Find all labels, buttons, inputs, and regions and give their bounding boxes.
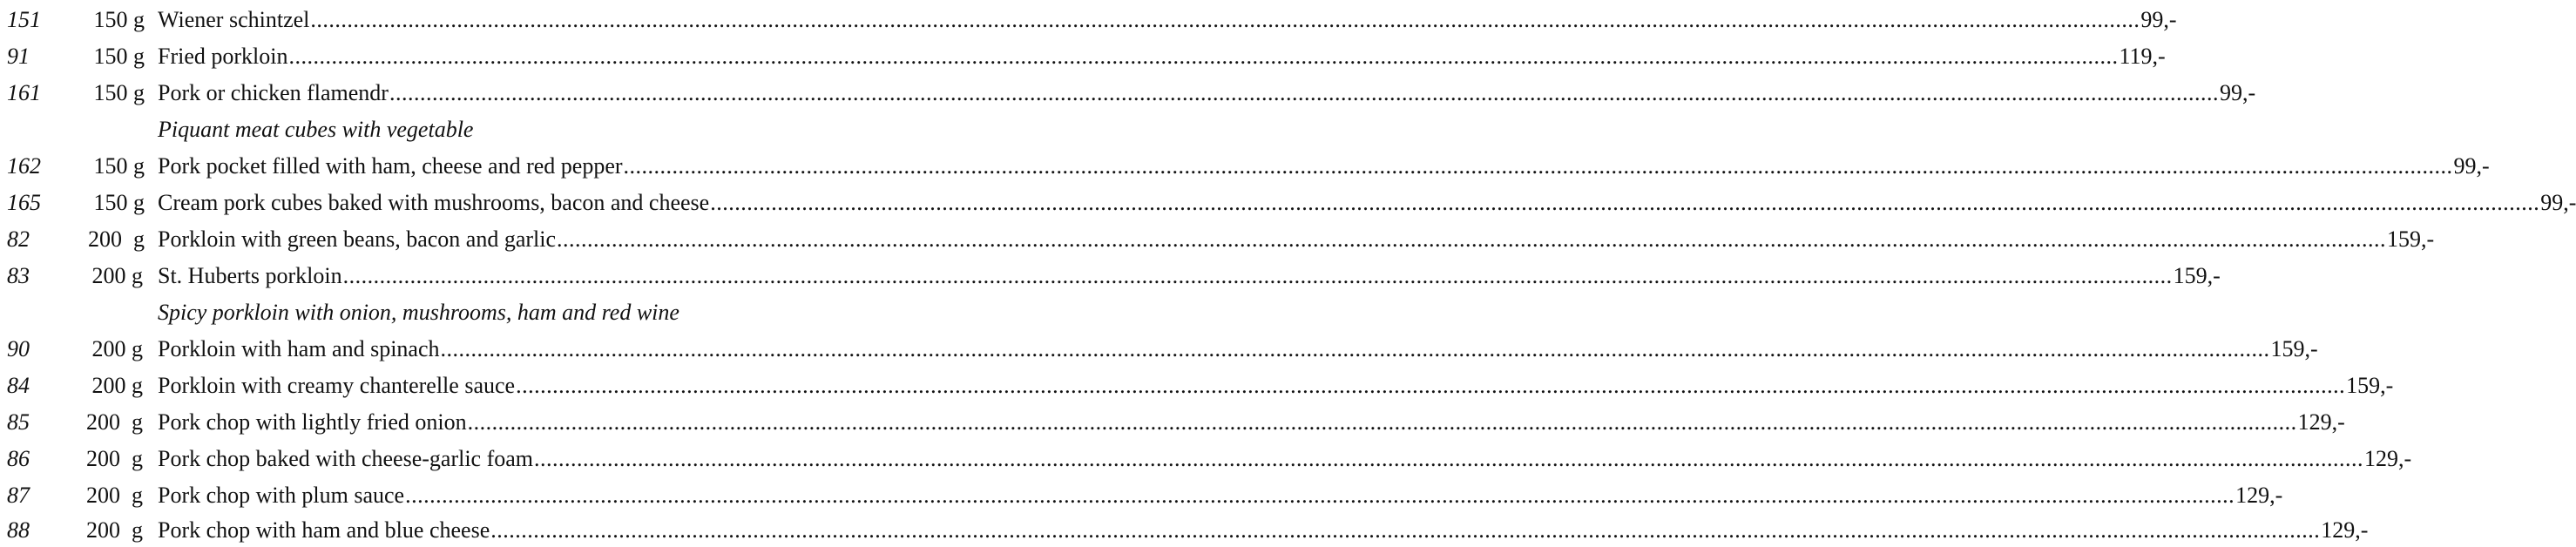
item-name: Pork or chicken flamendr — [158, 80, 389, 105]
dot-leader: ............................................................................................................................................................................................................................................................................................................ — [534, 446, 2364, 471]
item-price: 99,- — [2540, 190, 2576, 215]
menu-item — [0, 260, 2221, 293]
item-weight: 200 g — [88, 226, 145, 252]
item-line — [158, 260, 2221, 293]
item-price: 99,- — [2140, 7, 2177, 32]
item-price: 99,- — [2453, 153, 2490, 179]
item-weight: 200 g — [86, 517, 143, 543]
item-line — [158, 40, 2166, 73]
item-number: 82 — [7, 226, 30, 252]
item-weight: 150 g — [93, 190, 145, 215]
item-price: 159,- — [2346, 373, 2394, 398]
item-line — [158, 333, 2318, 366]
dot-leader: ............................................................................................................................................................................................................................................................................................................ — [557, 226, 2387, 252]
item-line — [158, 479, 2283, 512]
dot-leader: ............................................................................................................................................................................................................................................................................................................ — [440, 336, 2270, 361]
item-name: Pork chop with plum sauce — [158, 483, 405, 508]
menu-item — [0, 442, 2412, 476]
item-name: Pork chop with ham and blue cheese — [158, 517, 490, 543]
item-line — [158, 77, 2256, 110]
menu-item — [0, 77, 2256, 110]
item-line — [158, 514, 2369, 547]
menu-item — [0, 223, 2435, 256]
dot-leader: ............................................................................................................................................................................................................................................................................................................ — [623, 153, 2453, 179]
item-price: 159,- — [2387, 226, 2435, 252]
item-name: Pork chop baked with cheese-garlic foam — [158, 446, 534, 471]
menu-item — [0, 3, 2177, 37]
item-name: St. Huberts porkloin — [158, 263, 342, 288]
dot-leader: ............................................................................................................................................................................................................................................................................................................ — [310, 7, 2140, 32]
item-description: Piquant meat cubes with vegetable — [158, 117, 474, 142]
dot-leader: ............................................................................................................................................................................................................................................................................................................ — [405, 483, 2235, 508]
item-line — [158, 369, 2394, 402]
item-weight: 150 g — [93, 80, 145, 105]
dot-leader: ............................................................................................................................................................................................................................................................................................................ — [389, 80, 2219, 105]
item-weight: 200 g — [91, 373, 143, 398]
item-name: Pork chop with lightly fried onion — [158, 409, 467, 435]
menu-item — [0, 479, 2283, 512]
dot-leader: ............................................................................................................................................................................................................................................................................................................ — [490, 517, 2321, 543]
item-weight: 200 g — [91, 336, 143, 361]
item-name: Fried porkloin — [158, 44, 288, 69]
item-name: Pork pocket filled with ham, cheese and red pepper — [158, 153, 623, 179]
item-name: Porkloin with creamy chanterelle sauce — [158, 373, 516, 398]
item-name: Porkloin with green beans, bacon and garlic — [158, 226, 557, 252]
item-price: 129,- — [2297, 409, 2345, 435]
item-number: 88 — [7, 517, 30, 543]
item-number: 83 — [7, 263, 30, 288]
item-name: Wiener schintzel — [158, 7, 310, 32]
item-number: 86 — [7, 446, 30, 471]
item-line — [158, 406, 2345, 439]
item-price: 159,- — [2173, 263, 2221, 288]
menu-item-description-row — [0, 113, 930, 146]
item-line — [158, 186, 2576, 219]
menu-item — [0, 40, 2166, 73]
menu-item — [0, 406, 2345, 439]
item-number: 161 — [7, 80, 41, 105]
item-name: Porkloin with ham and spinach — [158, 336, 440, 361]
item-line — [158, 442, 2412, 476]
item-description: Spicy porkloin with onion, mushrooms, ham and red wine — [158, 300, 679, 325]
dot-leader: ............................................................................................................................................................................................................................................................................................................ — [467, 409, 2297, 435]
item-weight: 200 g — [86, 483, 143, 508]
item-name: Cream pork cubes baked with mushrooms, bacon and cheese — [158, 190, 710, 215]
menu-item-description-row — [0, 296, 930, 329]
menu-item — [0, 186, 2576, 219]
item-number: 87 — [7, 483, 30, 508]
item-price: 159,- — [2270, 336, 2318, 361]
item-line — [158, 223, 2435, 256]
item-number: 162 — [7, 153, 41, 179]
item-number: 85 — [7, 409, 30, 435]
item-price: 99,- — [2219, 80, 2256, 105]
item-line — [158, 3, 2177, 37]
item-number: 90 — [7, 336, 30, 361]
dot-leader: ............................................................................................................................................................................................................................................................................................................ — [288, 44, 2119, 69]
menu-item — [0, 514, 2369, 547]
menu-item — [0, 333, 2318, 366]
item-number: 84 — [7, 373, 30, 398]
item-weight: 200 g — [86, 409, 143, 435]
item-number: 165 — [7, 190, 41, 215]
item-price: 119,- — [2119, 44, 2166, 69]
dot-leader: ............................................................................................................................................................................................................................................................................................................ — [342, 263, 2173, 288]
item-weight: 150 g — [93, 44, 145, 69]
item-weight: 200 g — [91, 263, 143, 288]
item-price: 129,- — [2364, 446, 2412, 471]
item-number: 151 — [7, 7, 41, 32]
item-weight: 200 g — [86, 446, 143, 471]
item-line — [158, 150, 2490, 183]
menu-item — [0, 150, 2490, 183]
item-weight: 150 g — [93, 7, 145, 32]
menu-item — [0, 369, 2394, 402]
dot-leader: ............................................................................................................................................................................................................................................................................................................ — [516, 373, 2346, 398]
item-price: 129,- — [2321, 517, 2369, 543]
item-weight: 150 g — [93, 153, 145, 179]
item-price: 129,- — [2235, 483, 2283, 508]
item-number: 91 — [7, 44, 30, 69]
dot-leader: ............................................................................................................................................................................................................................................................................................................ — [710, 190, 2540, 215]
